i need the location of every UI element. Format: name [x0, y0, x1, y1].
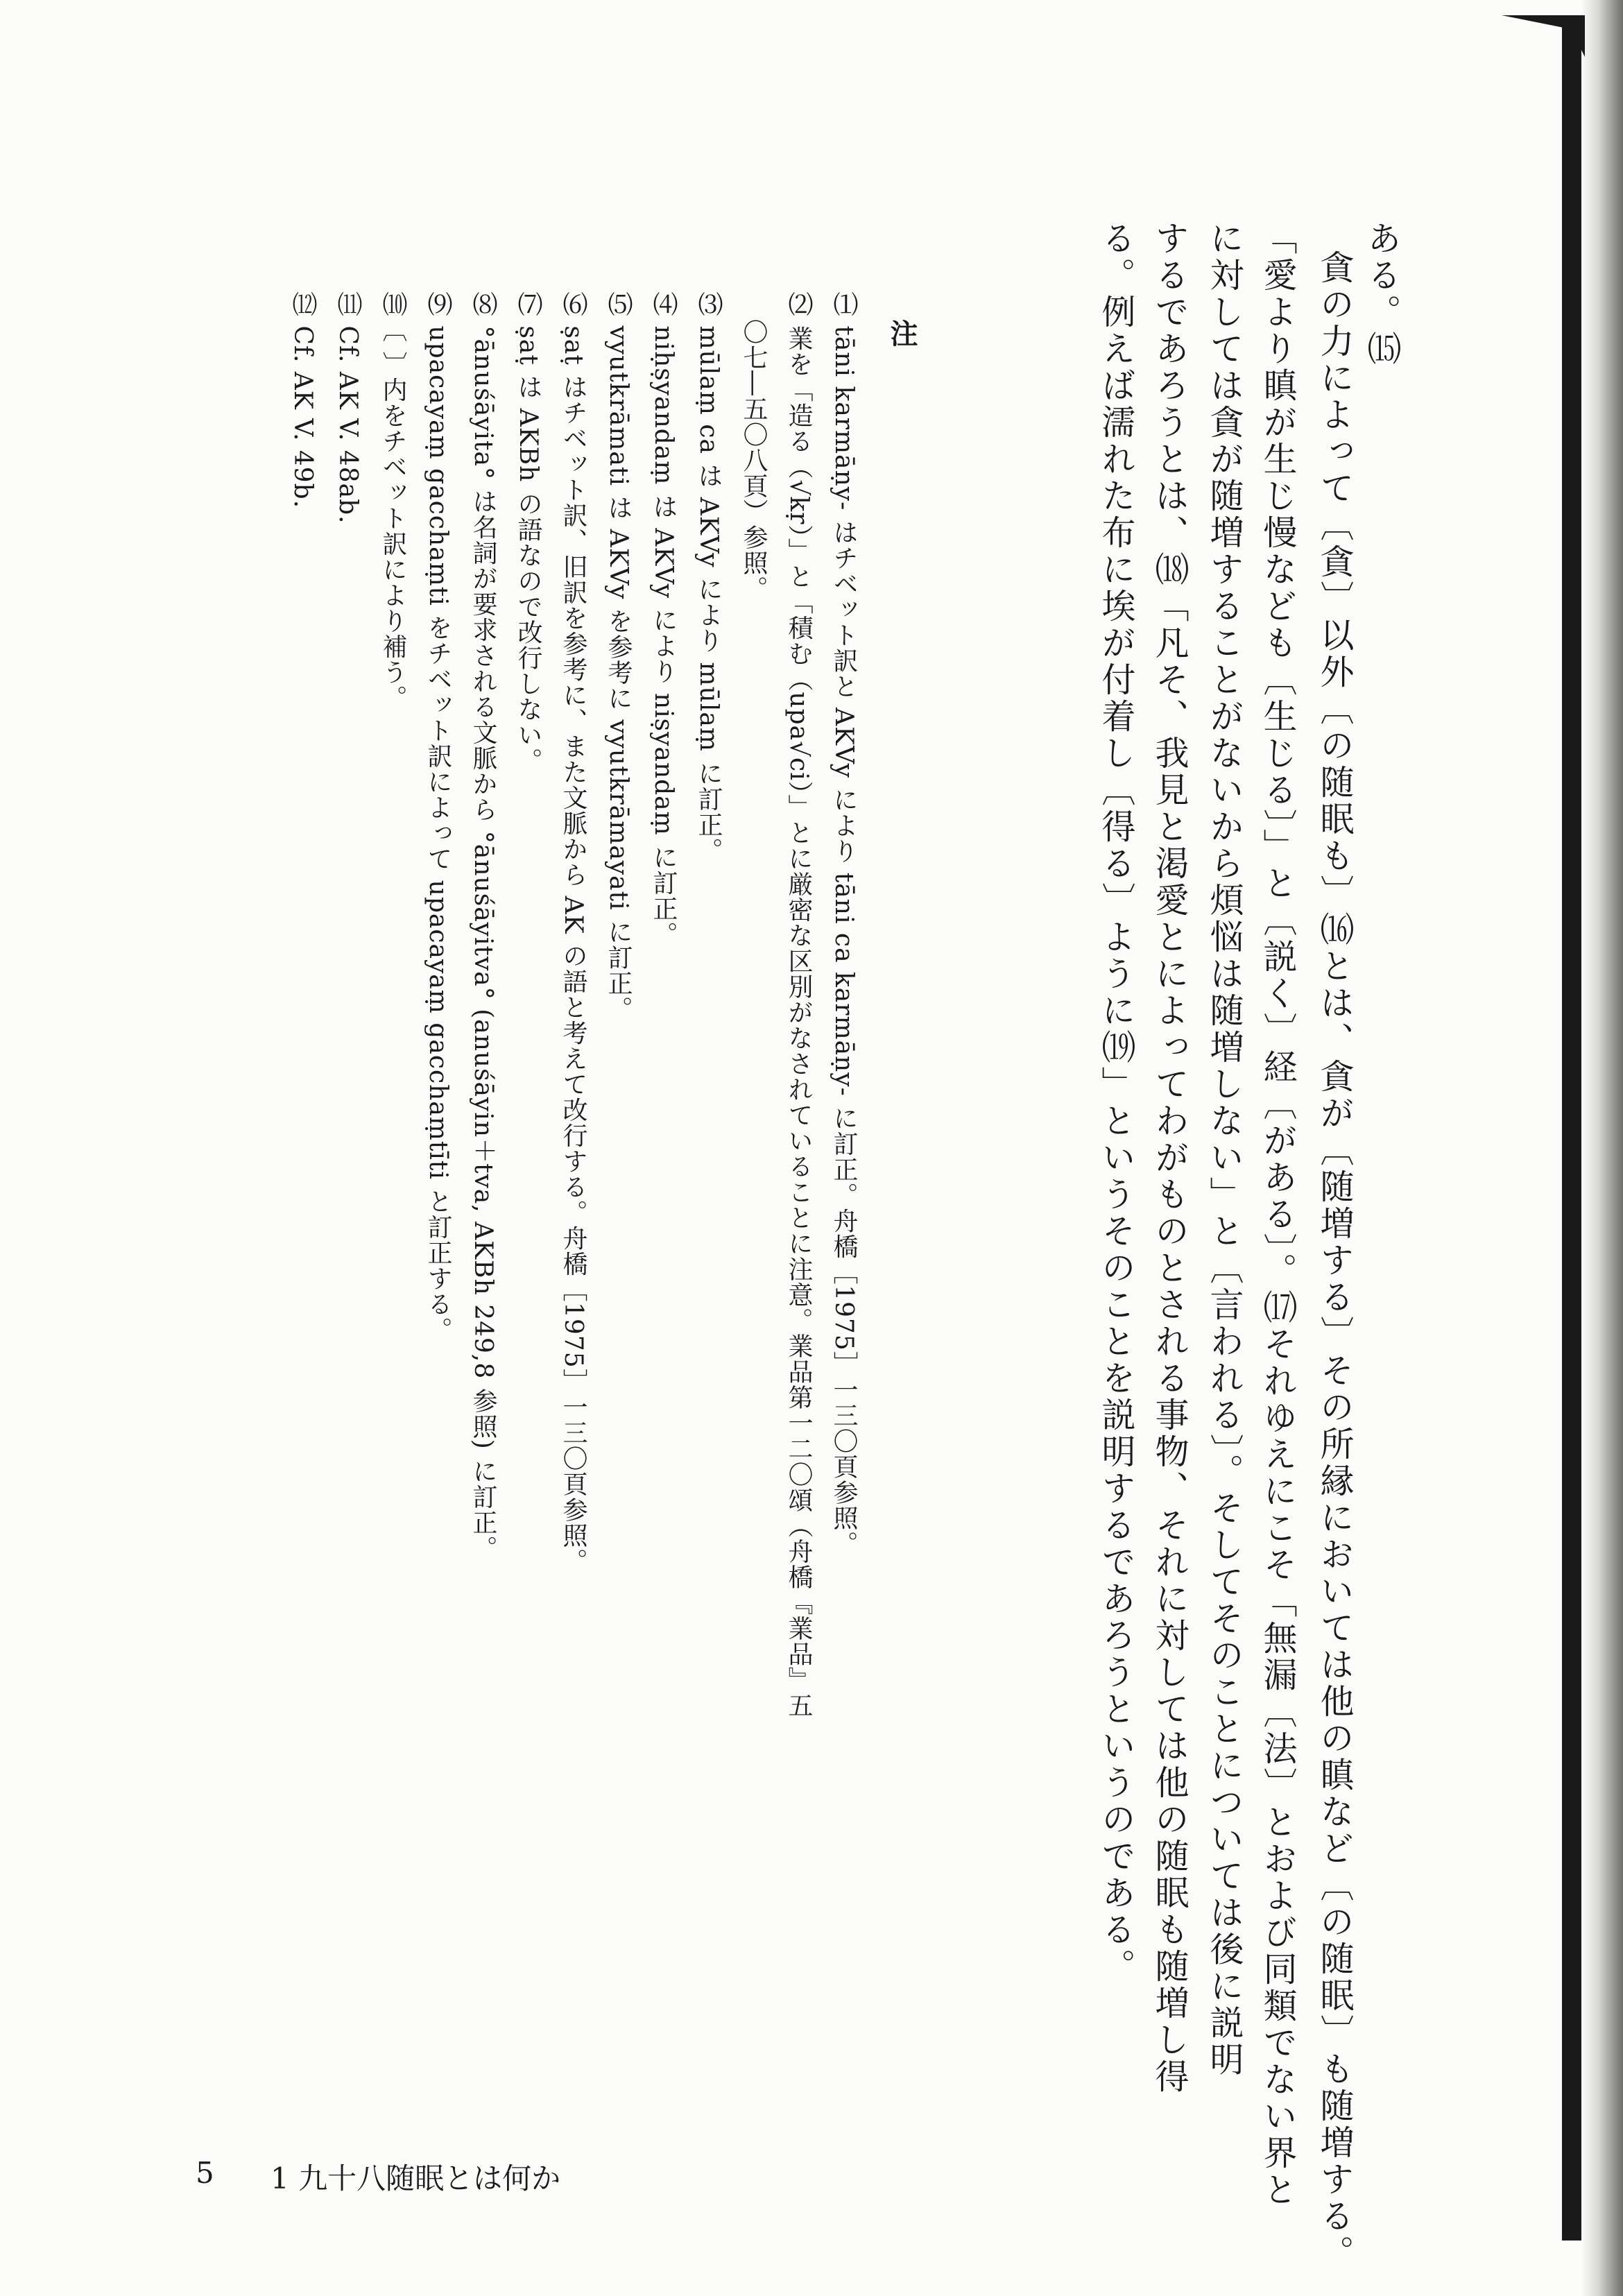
- binding-edge-bar: [1562, 21, 1581, 2241]
- note-10: ⑽〔 〕内をチベット訳により補う。: [379, 291, 407, 711]
- main-line-6: る。例えば濡れた布に埃が付着し〔得る〕ように⒆」というそのことを説明するであろうというのである。: [1097, 221, 1136, 1985]
- main-line-1: ある。⒂: [1362, 221, 1402, 368]
- note-8: ⑻ °ānuśāyita° は名詞が要求される文脈から °ānuśāyitva° (anuśāyin＋tva, AKBh 249,8 参照) に訂正。: [469, 291, 497, 1561]
- main-line-5: するであろうとは、⒅「凡そ、我見と渇愛とによってわがものとされる事物、それに対しては他の随眠も随増し得: [1150, 221, 1190, 2096]
- page-number: 5: [196, 2156, 214, 2190]
- main-line-2: 貪の力によって〔貪〕以外〔の随眠も〕⒃とは、貪が〔随増する〕その所縁においては他の瞋など〔の随眠〕も随増する。: [1315, 250, 1355, 2272]
- page-edge-shadow: [1581, 0, 1623, 2296]
- note-4: ⑷ niḥṣyandaṃ は AKVy により niṣyandaṃ に訂正。: [649, 291, 678, 948]
- note-3: ⑶ mūlaṃ ca は AKVy により mūlaṃ に訂正。: [694, 291, 723, 864]
- note-9: ⑼ upacayaṃ gacchaṃti をチベット訳によって upacayaṃ gacchaṃtīti と訂正する。: [424, 291, 452, 1343]
- notes-heading: 注: [886, 319, 918, 347]
- note-12: ⑿ Cf. AK V. 49b.: [289, 291, 317, 509]
- note-7: ⑺ ṣaṭ は AKBh の語なので改行しない。: [514, 291, 542, 773]
- main-line-3: 「愛より瞋が生じ慢なども〔生じる〕」と〔説く〕経〔がある〕。⒄それゆえにこそ「無漏〔法〕とおよび同類でない界と: [1258, 221, 1298, 2209]
- binding-clip-mark: [1502, 15, 1585, 57]
- note-5: ⑸ vyutkrāmati は AKVy を参考に vyutkrāmayati に訂正。: [604, 291, 633, 1022]
- chapter-title: 1 九十八随眠とは何か: [270, 2161, 561, 2195]
- note-11: ⑾ Cf. AK V. 48ab.: [334, 291, 362, 524]
- note-1: ⑴ tāni karmāṇy- はチベット訳と AKVy により tāni ca karmāṇy- に訂正。舟橋［1975］一三〇頁参照。: [830, 291, 858, 1557]
- note-2: ⑵ 業を「造る（√kṛ）」と「積む（upa√ci）」とに厳密な区別がなされていることに注意。業品第一二〇頌（舟橋『業品』五: [784, 291, 813, 1718]
- main-line-4: に対しては貪が随増することがないから煩悩は随増しない」と〔言われる〕。そしてそのことについては後に説明: [1205, 221, 1244, 2079]
- note-2-cont: 〇七―五〇八頁）参照。: [739, 319, 768, 601]
- note-6: ⑹ ṣaṭ はチベット訳、旧訳を参考に、また文脈から AK の語と考えて改行する。舟橋［1975］一三〇頁参照。: [559, 291, 587, 1574]
